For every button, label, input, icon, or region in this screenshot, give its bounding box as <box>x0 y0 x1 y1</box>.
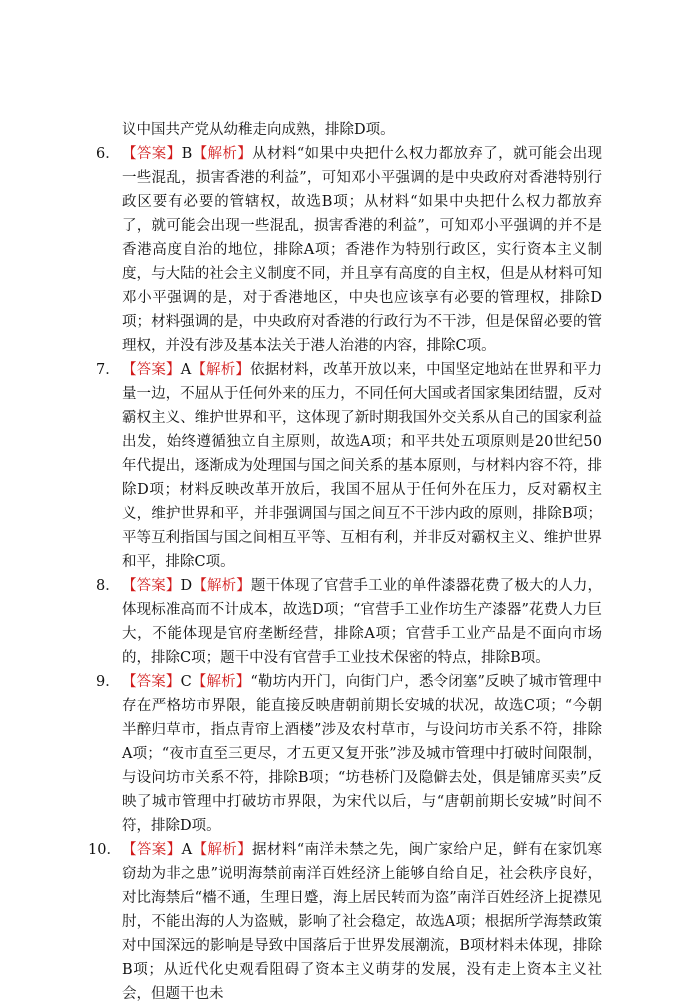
analysis-label: 【解析】 <box>191 674 251 690</box>
answer-label: 【答案】 <box>122 578 181 594</box>
analysis-label: 【解析】 <box>191 362 251 378</box>
analysis-label: 【解析】 <box>192 842 253 858</box>
answer-label: 【答案】 <box>122 146 182 162</box>
analysis-text: “勒坊内开门，向街门户，悉令闭塞”反映了城市管理中存在严格坊市界限，能直接反映唐朝前期长安城的状况，故选C项；“今朝半醉归草市，指点青帘上酒楼”涉及农村草市，与设问坊市关系不符，排除A项；“夜市直至三更尽，才五更又复开张”涉及城市管理中打破时间限制，与设问坊市关系不符，排除B项；“坊巷桥门及隐僻去处，俱是铺席买卖”反映了城市管理中打破坊市界限，为宋代以后，与“唐朝前期长安城”时间不符，排除D项。 <box>122 674 603 834</box>
analysis-text: 依据材料，改革开放以来，中国坚定地站在世界和平力量一边，不屈从于任何外来的压力，不同任何大国或者国家集团结盟，反对霸权主义、维护世界和平，这体现了新时期我国外交关系从自己的国家利益出发，始终遵循独立自主原则，故选A项；和平共处五项原则是20世纪50年代提出，逐渐成为处理国与国之间关系的基本原则，与材料内容不符，排除D项；材料反映改革开放后，我国不屈从于任何外在压力，反对霸权主义，维护世界和平，并非强调国与国之间互不干涉内政的原则，排除B项；平等互利指国与国之间相互平等、互相有利，并非反对霸权主义、维护世界和平，排除C项。 <box>122 362 603 570</box>
answer-item-10 <box>0 838 602 1006</box>
analysis-text: 从材料“如果中央把什么权力都放弃了，就可能会出现一些混乱，损害香港的利益”，可知邓小平强调的是中央政府对香港特别行政区要有必要的管辖权，故选B项；从材料“如果中央把什么权力都放弃了，就可能会出现一些混乱，损害香港的利益”，可知邓小平强调的并不是香港高度自治的地位，排除A项；香港作为特别行政区，实行资本主义制度，与大陆的社会主义制度不同，并且享有高度的自主权，但是从材料可知邓小平强调的是，对于香港地区，中央也应该享有必要的管理权，排除D项；材料强调的是，中央政府对香港的行政行为不干涉，但是保留必要的管理权，并没有涉及基本法关于港人治港的内容，排除C项。 <box>122 146 603 354</box>
item-number: 10． <box>88 842 121 858</box>
item-number: 9． <box>96 674 120 690</box>
answer-letter: C <box>180 674 192 690</box>
item-number: 6． <box>96 146 120 162</box>
answer-label: 【答案】 <box>122 842 182 858</box>
answer-letter: A <box>180 362 192 378</box>
answer-item-9 <box>0 670 602 838</box>
item-number: 7． <box>96 362 120 378</box>
answer-label: 【答案】 <box>122 362 181 378</box>
answer-list <box>0 142 700 1006</box>
answer-item-7 <box>0 358 602 574</box>
analysis-label: 【解析】 <box>192 578 251 594</box>
answer-letter: A <box>181 842 193 858</box>
item-number: 8． <box>96 578 120 594</box>
answer-letter: D <box>180 578 193 594</box>
answer-item-6 <box>0 142 602 358</box>
analysis-text: 题干体现了官营手工业的单件漆器花费了极大的人力，体现标准高而不计成本，故选D项；“官营手工业作坊生产漆器”花费人力巨大，不能体现是官府垄断经营，排除A项；官营手工业产品是不面向市场的，排除C项；题干中没有官营手工业技术保密的特点，排除B项。 <box>122 578 603 666</box>
answer-item-8 <box>0 574 602 670</box>
lead-text: 议中国共产党从幼稚走向成熟，排除D项。 <box>122 122 395 138</box>
answer-label: 【答案】 <box>122 674 181 690</box>
analysis-text: 据材料“南洋未禁之先，闽广家给户足，鲜有在家饥寒窃劫为非之患”说明海禁前南洋百姓经济上能够自给自足，社会秩序良好，对比海禁后“檣不通，生理日蹙，海上居民转而为盗”南洋百姓经济上捉襟见肘，不能出海的人为盗贼，影响了社会稳定，故选A项；根据所学海禁政策对中国深远的影响是导致中国落后于世界发展潮流，B项材料未体现，排除B项；从近代化史观看阻碍了资本主义萌芽的发展，没有走上资本主义社会，但题干也未 <box>122 842 602 1002</box>
answer-letter: B <box>181 146 193 162</box>
analysis-label: 【解析】 <box>192 146 253 162</box>
